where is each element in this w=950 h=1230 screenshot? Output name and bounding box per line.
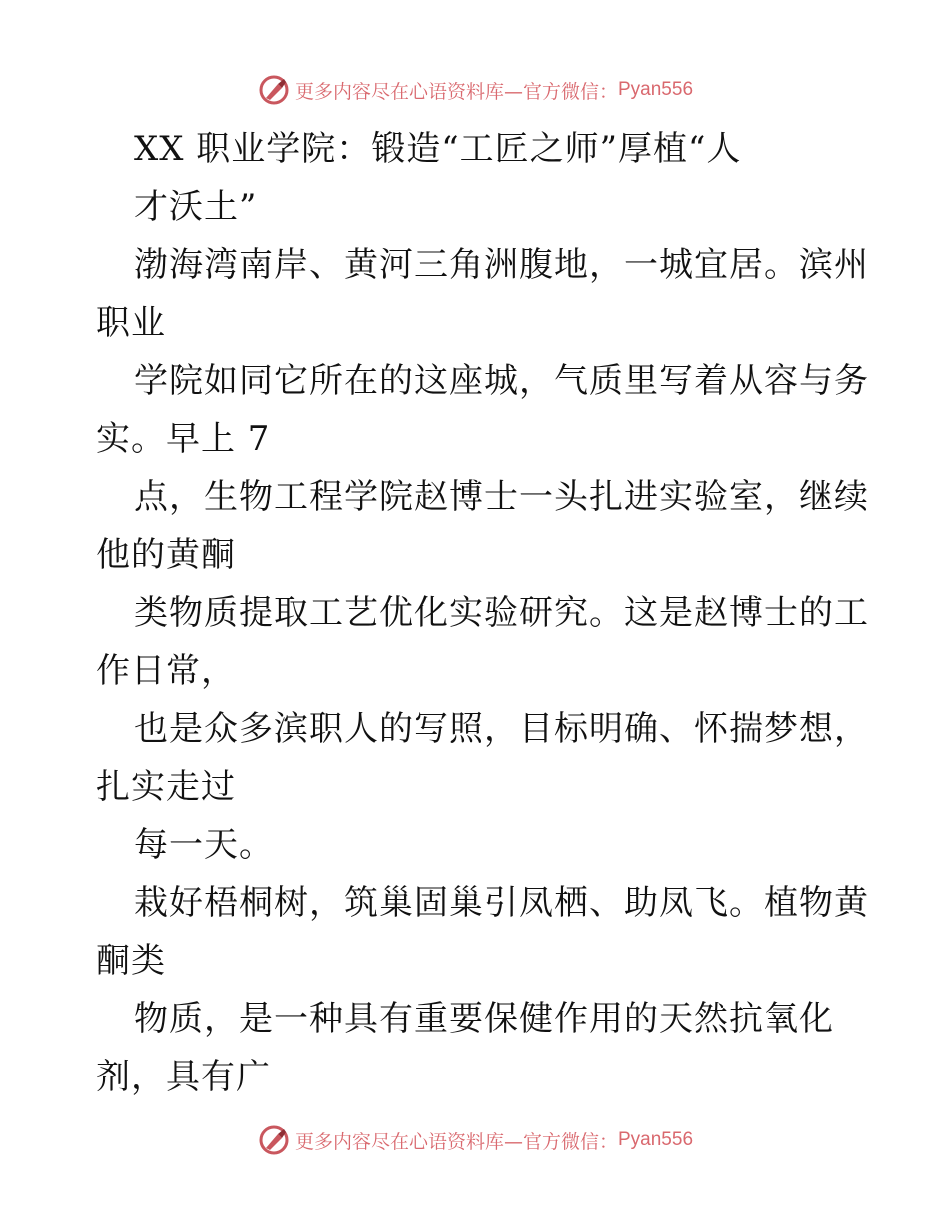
paragraph-line: 扎实走过 (96, 767, 236, 807)
watermark-text: 更多内容尽在心语资料库—官方微信： (294, 1130, 618, 1153)
pen-nib-logo-icon (257, 1123, 291, 1157)
footer-watermark (0, 1120, 950, 1160)
paragraph-line: 作日常， (96, 651, 236, 691)
title-line: XX 职业学院：锻造“工匠之师”厚植“人 (134, 129, 742, 169)
title-line-continued: 才沃土” (134, 187, 258, 227)
paragraph-line: 职业 (96, 303, 166, 343)
header-watermark (0, 70, 950, 110)
watermark-text: 更多内容尽在心语资料库—官方微信： (294, 80, 618, 103)
pen-nib-logo-icon (257, 73, 291, 107)
paragraph-line: 渤海湾南岸、黄河三角洲腹地，一城宜居。滨州 (134, 245, 869, 285)
paragraph-line: 实。早上 7 (96, 419, 271, 459)
paragraph-line: 酮类 (96, 941, 166, 981)
paragraph-line: 学院如同它所在的这座城，气质里写着从容与务 (134, 361, 869, 401)
paragraph-line: 剂，具有广 (96, 1057, 271, 1097)
document-body (96, 120, 869, 1106)
paragraph-line: 点，生物工程学院赵博士一头扎进实验室，继续 (134, 477, 869, 517)
paragraph-line: 也是众多滨职人的写照，目标明确、怀揣梦想， (134, 709, 869, 749)
paragraph-line: 物质，是一种具有重要保健作用的天然抗氧化 (134, 999, 834, 1039)
paragraph-line: 他的黄酮 (96, 535, 236, 575)
watermark-handle: Pyan556 (618, 79, 694, 100)
paragraph-line: 类物质提取工艺优化实验研究。这是赵博士的工 (134, 593, 869, 633)
watermark-handle: Pyan556 (618, 1129, 694, 1150)
paragraph-line: 每一天。 (134, 825, 274, 865)
paragraph-line: 栽好梧桐树，筑巢固巢引凤栖、助凤飞。植物黄 (134, 883, 869, 923)
